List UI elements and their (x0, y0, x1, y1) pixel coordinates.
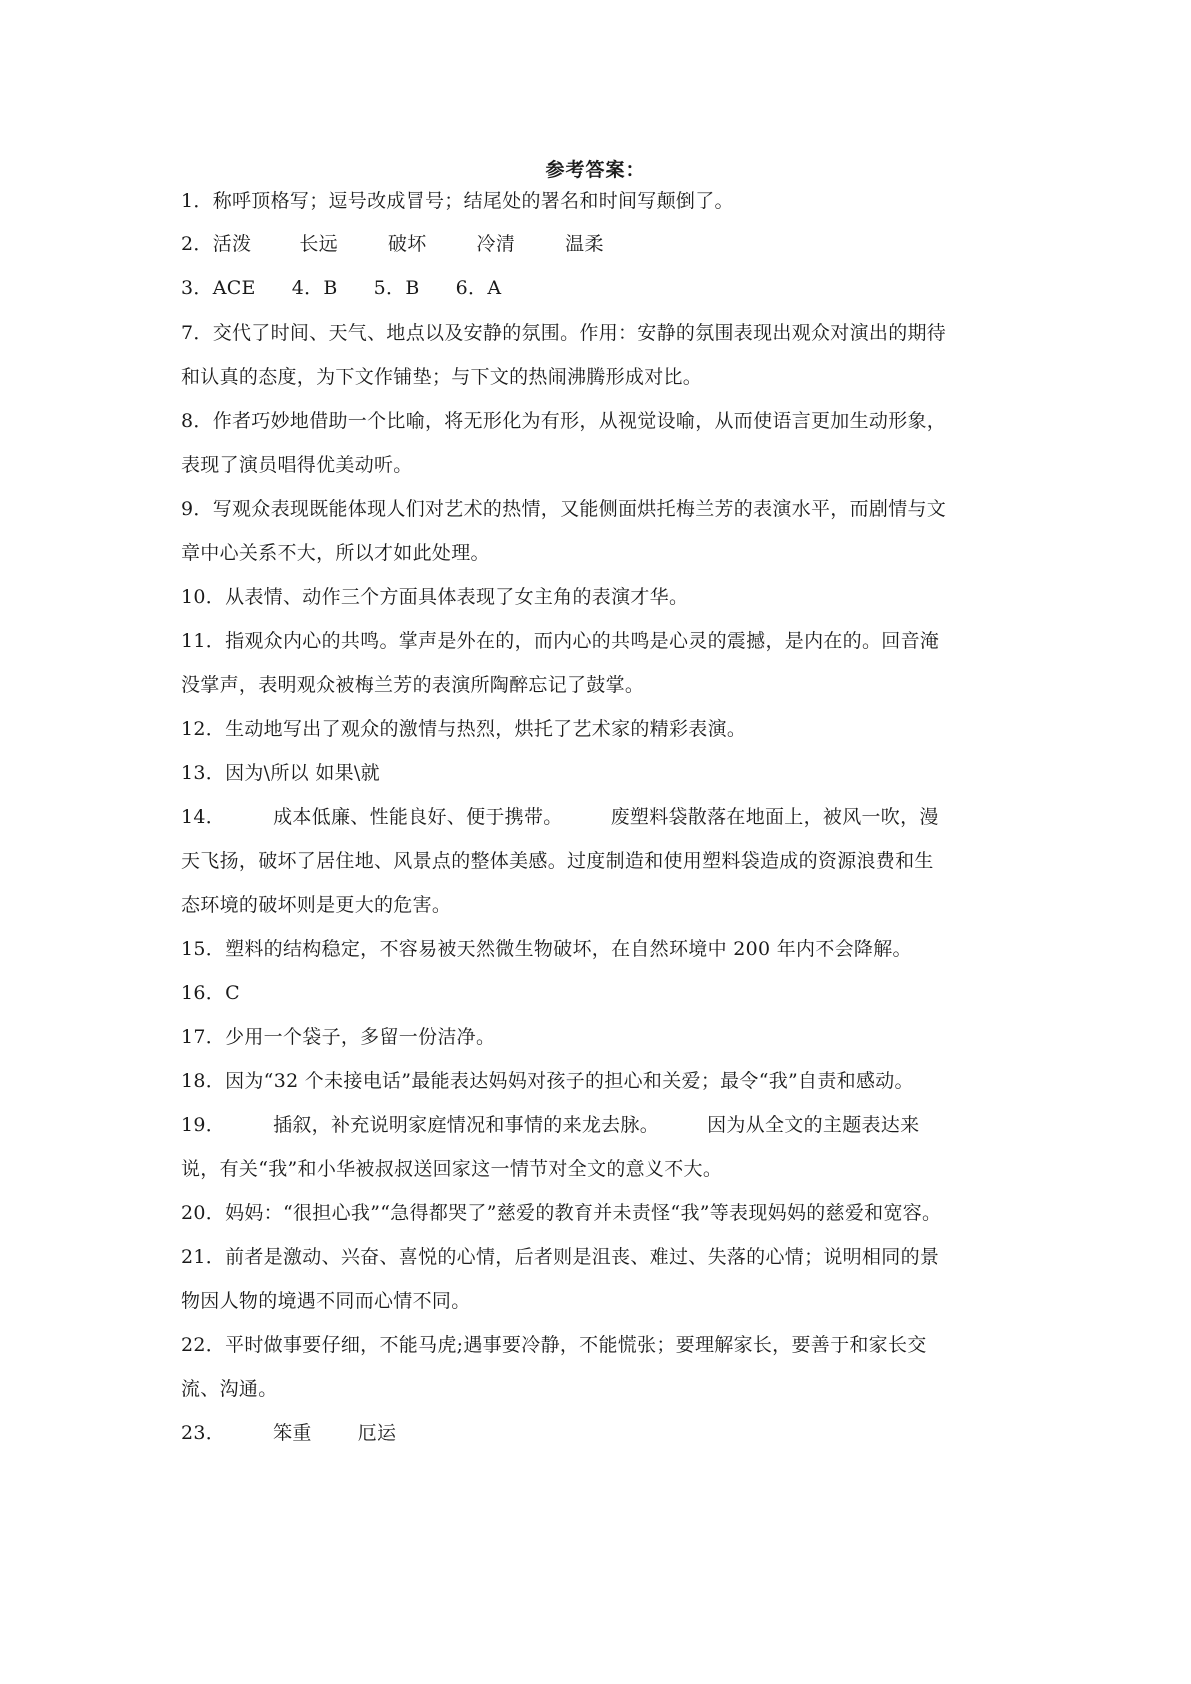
answer-number: 19． (181, 1114, 226, 1136)
answer-word: 厄运 (357, 1422, 397, 1444)
answer-12: 12．生动地写出了观众的激情与热烈，烘托了艺术家的精彩表演。 (181, 718, 747, 740)
answer-9-line-1: 9．写观众表现既能体现人们对艺术的热情，又能侧面烘托梅兰芳的表演水平，而剧情与文 (181, 498, 947, 520)
answer-13: 13．因为\所以 如果\就 (181, 762, 380, 784)
answer-number: 14． (181, 806, 226, 828)
answer-10: 10．从表情、动作三个方面具体表现了女主角的表演才华。 (181, 586, 689, 608)
answer-word: 破坏 (387, 233, 427, 255)
answer-number: 23． (181, 1422, 226, 1444)
answer-14-part-1: 成本低廉、性能良好、便于携带。 (273, 806, 563, 828)
answer-22-line-1: 22．平时做事要仔细，不能马虎;遇事要冷静，不能慌张；要理解家长，要善于和家长交 (181, 1334, 927, 1356)
answer-11-line-1: 11．指观众内心的共鸣。掌声是外在的，而内心的共鸣是心灵的震撼，是内在的。回音淹 (181, 630, 940, 652)
answer-21-line-1: 21．前者是激动、兴奋、喜悦的心情，后者则是沮丧、难过、失落的心情；说明相同的景 (181, 1246, 940, 1268)
answer-7-line-1: 7．交代了时间、天气、地点以及安静的氛围。作用：安静的氛围表现出观众对演出的期待 (181, 322, 947, 344)
answer-14-line-1 (181, 804, 1021, 830)
answer-20: 20．妈妈：“很担心我”“急得都哭了”慈爱的教育并未责怪“我”等表现妈妈的慈爱和宽容。 (181, 1202, 942, 1224)
answer-word: 冷清 (476, 233, 516, 255)
answer-3-6 (181, 275, 1021, 301)
answer-5: 5．B (373, 277, 420, 299)
answer-14-line-3: 态环境的破坏则是更大的危害。 (181, 894, 452, 916)
answer-4: 4．B (291, 277, 338, 299)
answer-16: 16．C (181, 982, 240, 1004)
answer-19-line-1 (181, 1112, 1021, 1138)
answer-21-line-2: 物因人物的境遇不同而心情不同。 (181, 1290, 471, 1312)
answer-9-line-2: 章中心关系不大，所以才如此处理。 (181, 542, 490, 564)
answer-6: 6．A (455, 277, 502, 299)
answer-8-line-2: 表现了演员唱得优美动听。 (181, 454, 413, 476)
answer-word: 笨重 (273, 1422, 312, 1444)
answer-8-line-1: 8．作者巧妙地借助一个比喻，将无形化为有形，从视觉设喻，从而使语言更加生动形象， (181, 410, 947, 432)
answer-19-part-2: 因为从全文的主题表达来 (707, 1114, 920, 1136)
answer-14-part-2: 废塑料袋散落在地面上，被风一吹，漫 (610, 806, 939, 828)
answer-17: 17．少用一个袋子，多留一份洁净。 (181, 1026, 496, 1048)
answer-word: 温柔 (565, 233, 604, 255)
answer-15: 15．塑料的结构稳定，不容易被天然微生物破坏，在自然环境中 200 年内不会降解。 (181, 938, 912, 960)
page-title: 参考答案： (545, 159, 646, 181)
answer-22-line-2: 流、沟通。 (181, 1378, 278, 1400)
answer-19-line-2: 说，有关“我”和小华被叔叔送回家这一情节对全文的意义不大。 (181, 1158, 723, 1180)
answer-19-part-1: 插叙，补充说明家庭情况和事情的来龙去脉。 (273, 1114, 660, 1136)
answer-23 (181, 1420, 1021, 1446)
answer-3: 3．ACE (181, 277, 256, 299)
answer-2 (181, 231, 1021, 257)
answer-7-line-2: 和认真的态度，为下文作铺垫；与下文的热闹沸腾形成对比。 (181, 366, 703, 388)
answer-word: 长远 (299, 233, 338, 255)
answer-11-line-2: 没掌声，表明观众被梅兰芳的表演所陶醉忘记了鼓掌。 (181, 674, 645, 696)
answer-1: 1．称呼顶格写；逗号改成冒号；结尾处的署名和时间写颠倒了。 (181, 190, 734, 212)
answer-number: 2． (181, 233, 213, 255)
answer-14-line-2: 天飞扬，破坏了居住地、风景点的整体美感。过度制造和使用塑料袋造成的资源浪费和生 (181, 850, 934, 872)
answer-18: 18．因为“32 个未接电话”最能表达妈妈对孩子的担心和关爱；最令“我”自责和感动。 (181, 1070, 914, 1092)
answer-word: 活泼 (212, 233, 252, 255)
